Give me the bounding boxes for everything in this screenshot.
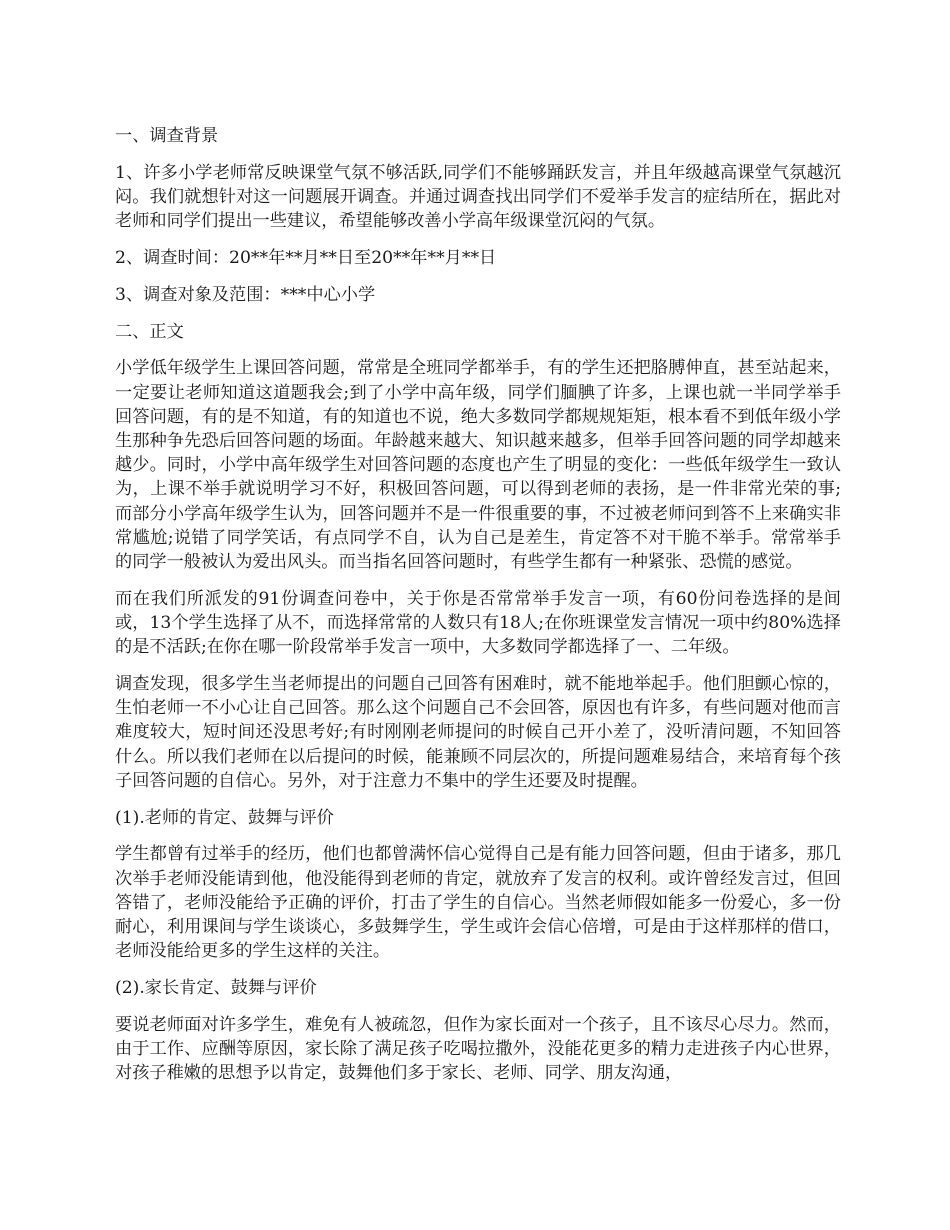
body-paragraph-1: 小学低年级学生上课回答问题，常常是全班同学都举手，有的学生还把胳膊伸直，甚至站起来，一定要让老师知道这道题我会;到了小学中高年级，同学们腼腆了许多，上课也就一半同学举手回答问题，有的是不知道，有的知道也不说，绝大多数同学都规规矩矩，根本看不到低年级小学生那种争先恐后回答问题的场面。年龄越来越大、知识越来越多，但举手回答问题的同学却越来越少。同时，小学中高年级学生对回答问题的态度也产生了明显的变化：一些低年级学生一致认为，上课不举手就说明学习不好，积极回答问题，可以得到老师的表扬，是一件非常光荣的事;而部分小学高年级学生认为，回答问题并不是一件很重要的事，不过被老师问到答不上来确实非常尴尬;说错了同学笑话，有点同学不自，认为自己是差生，肯定答不对干脆不举手。常常举手的同学一般被认为爱出风头。而当指名回答问题时，有些学生都有一种紧张、恐慌的感觉。 <box>115 358 841 573</box>
background-item-2: 2、调查时间：20**年**月**日至20**年**月**日 <box>115 248 497 268</box>
teacher-paragraph: 学生都曾有过举手的经历，他们也都曾满怀信心觉得自己是有能力回答问题，但由于诸多，那几次举手老师没能请到他，他没能得到老师的肯定，就放弃了发言的权利。或许曾经发言过，但回答错了，老师没能给予正确的评价，打击了学生的自信心。当然老师假如能多一份爱心，多一份耐心，利用课间与学生谈谈心，多鼓舞学生，学生或许会信心倍增，可是由于这样那样的借口，老师没能给更多的学生这样的关注。 <box>115 844 841 962</box>
body-paragraph-2: 而在我们所派发的91份调查问卷中，关于你是否常常举手发言一项，有60份问卷选择的是间或，13个学生选择了从不，而选择常常的人数只有18人;在你班课堂发言情况一项中约80%选择的是不活跃;在你在哪一阶段常举手发言一项中，大多数同学都选择了一、二年级。 <box>115 588 841 658</box>
background-item-3: 3、调查对象及范围：***中心小学 <box>115 284 376 305</box>
subheading-parent: (2).家长肯定、鼓舞与评价 <box>115 978 317 999</box>
section-heading-background: 一、调查背景 <box>115 126 219 146</box>
background-item-1: 1、许多小学老师常反映课堂气氛不够活跃,同学们不能够踊跃发言，并且年级越高课堂气氛越沉闷。我们就想针对这一问题展开调查。并通过调查找出同学们不爱举手发言的症结所在，据此对老师和同学们提出一些建议，希望能够改善小学高年级课堂沉闷的气氛。 <box>115 162 841 232</box>
section-heading-main: 二、正文 <box>115 321 184 342</box>
parent-paragraph: 要说老师面对许多学生，难免有人被疏忽，但作为家长面对一个孩子，且不该尽心尽力。然而，由于工作、应酬等原因，家长除了满足孩子吃喝拉撒外，没能花更多的精力走进孩子内心世界，对孩子稚嫩的思想予以肯定，鼓舞他们多于家长、老师、同学、朋友沟通， <box>115 1014 841 1084</box>
body-paragraph-3: 调查发现，很多学生当老师提出的问题自己回答有困难时，就不能地举起手。他们胆颤心惊的，生怕老师一不小心让自己回答。那么这个问题自己不会回答，原因也有许多，有些问题对他而言难度较大，短时间还没思考好;有时刚刚老师提问的时候自己开小差了，没听清问题，不知回答什么。所以我们老师在以后提问的时候，能兼顾不同层次的，所提问题难易结合，来培育每个孩子回答问题的自信心。另外，对于注意力不集中的学生还要及时提醒。 <box>115 674 841 791</box>
subheading-teacher: (1).老师的肯定、鼓舞与评价 <box>115 807 334 828</box>
document-body <box>115 124 841 1098</box>
